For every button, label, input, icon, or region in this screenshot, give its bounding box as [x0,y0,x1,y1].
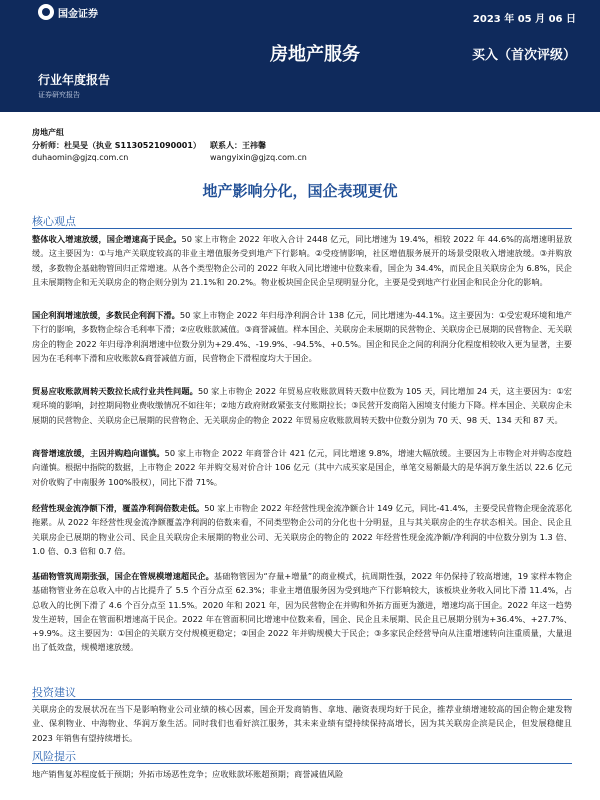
report-header [0,0,600,112]
analyst-email[interactable]: duhaomin@gjzq.com.cn [32,153,129,162]
brand-name: 国金证券 [58,8,98,20]
paragraph-cashflow [32,501,572,558]
paragraph-receivables [32,384,572,427]
brand-logo [38,4,98,20]
paragraph-body: 基础物管因为“存量+增量”的商业模式，抗周期性强，2022 年仍保持了较高增速，19 家样本物企基础物管业务在总收入中的占比提升了 5.5 个百分点至 62.3%；非业主增值服务因为受到地产下行影响较大，该板块业务收入同比下滑 11.4%，占总收入的比例下滑了 4.6 个百分点至 11.5%。2020 年和 2021 年，因为民营物企在并购和外拓方面更为激进，增速均高于国企。2022 年这一趋势发生逆转，国企在管面积增速高于民企。2022 年在管面积同比增速中位数来看，国企、民企且未展期、民企且已展期分别为+36.4%、+27.7%、+9.9%。这主要因为：①国企的关联方交付规模更稳定；②国企 2022 年并购规模大于民企；③多家民企经营导向从注重增速转向注重质量，大量退出了低效盘，规模增速放缓。 [32,571,572,653]
analyst-info: 分析师：杜昊旻（执业 S1130521090001） [32,141,201,150]
sector-title: 房地产服务 [270,44,360,65]
paragraph-lead: 经营性现金流净额下滑，覆盖净利润倍数走低。 [32,503,205,513]
paragraph-risk: 地产销售复苏程度低于预期；外拓市场恶性竞争；应收账款坏账超预期；商誉减值风险 [32,769,344,779]
category-label: 房地产组 [32,128,64,137]
paragraph-goodwill [32,446,572,489]
paragraph-property-management [32,569,572,655]
paragraph-profit [32,308,572,365]
paragraph-revenue [32,232,572,289]
section-core-heading: 核心观点 [32,215,76,228]
contact-email[interactable]: wangyixin@gjzq.com.cn [210,153,307,162]
paragraph-lead: 商誉增速放缓，主因并购趋向谨慎。 [32,448,165,458]
paragraph-body: 50 家上市物企 2022 年归母净利润合计 138 亿元，同比增速为-44.1%。这主要因为：①受宏观环境和地产下行的影响，多数物企综合毛利率下滑；②应收账款减值。③商誉减值。样本国企、关联房企未展期的民营物企、关联房企已展期的民营物企、无关联房企的物企 2022 年归母净利润增速中位数分别为+29.4%、-19.9%、-94.5%、+0.5%。国企和民企之间的利润分化程度相较收入更为显著，主要因为在毛利率下滑和应收账款&商誉减值方面，民营物企下滑程度均大于国企。 [32,310,572,363]
contact-info: 联系人：王祎馨 [210,141,266,150]
report-title: 地产影响分化，国企表现更优 [202,182,398,200]
brand-logo-icon [38,4,54,20]
paragraph-body: 50 家上市物企 2022 年商誉合计 421 亿元，同比增速 9.8%，增速大幅放缓。主要因为上市物企对并购态度趋向谨慎。根据中指院的数据，上市物企 2022 年并购交易对价合计 106 亿元（其中六成买家是国企，单笔交易额最大的是华润万象生活以 22.6 亿元对价收购了中南服务 100%股权），同比下滑 71%。 [32,448,572,487]
paragraph-lead: 国企利润增速放缓，多数民企利润下滑。 [32,310,180,320]
report-type: 行业年度报告 [38,73,111,87]
paragraph-invest: 关联房企的发展状况在当下是影响物业公司业绩的核心因素，国企开发商销售、拿地、融资表现均好于民企，推荐业绩增速较高的国企物企建发物业、保利物业、中海物业、华润万象生活。同时我们也看好滨江服务，其未来业绩有望持续保持高增长，因为其关联房企滨是民企，但发展稳健且 2023 年销售有望持续增长。 [32,704,572,743]
paragraph-lead: 整体收入增速放缓，国企增速高于民企。 [32,234,182,244]
report-subtitle: 证券研究报告 [38,91,80,99]
report-date: 2023 年 05 月 06 日 [472,14,576,25]
section-invest-heading: 投资建议 [32,686,76,699]
paragraph-body: 50 家上市物企 2022 年经营性现金流净额合计 149 亿元，同比-41.4%，主要受民营物企现金流恶化拖累。从 2022 年经营性现金流净额覆盖净利润的倍数来看，不同类型物企公司的分化也十分明显，且与其关联房企的生存状态相关。国企、民企且关联房企已展期的物业公司、民企且关联房企未展期的物业公司、无关联房企的物企的 2022 年经营性现金流净额/净利润的中位数分别为 1.3 倍、1.0 倍、0.3 倍和 0.7 倍。 [32,503,572,556]
paragraph-body: 50 家上市物企 2022 年收入合计 2448 亿元，同比增速为 19.4%，相较 2022 年 44.6%的高增速明显放缓。这主要因为：①与地产关联度较高的非业主增值服务受到地产下行影响。②受疫情影响，社区增值服务展开的场景受限收入增速放缓。③并购放缓，多数物企基础物管回归正常增速。从各个类型物企公司的 2022 年收入同比增速中位数来看，国企为 34.4%，而民企且关联房企为 6.8%，民企且未展期物企和无关联房企的物企则分别为 21.1%和 20.2%。物业板块国企民企呈现明显分化，主要是受到地产行业国企和民企分化的影响。 [32,234,572,287]
paragraph-lead: 贸易应收账款周转天数拉长成行业共性问题。 [32,386,198,396]
section-divider [32,228,572,229]
paragraph-body: 50 家上市物企 2022 年贸易应收账款周转天数中位数为 105 天，同比增加 24 天，这主要因为：①宏观环境的影响，封控期间物业费收缴情况不如往年；②地方政府财政紧张支付账期拉长；③民营开发商陷入困境支付能力下降。样本国企、关联房企未展期的民营物企、关联房企已展期的民营物企、无关联房企的物企 2022 年贸易应收账款周转天数中位数分别为 70 天、98 天、134 天和 87 天。 [32,386,572,425]
section-divider [32,763,572,764]
section-divider [32,699,572,700]
paragraph-lead: 基础物管筑周期张强，国企在管规模增速超民企。 [32,571,214,581]
section-risk-heading: 风险提示 [32,750,76,763]
rating-label: 买入（首次评级） [471,48,576,63]
